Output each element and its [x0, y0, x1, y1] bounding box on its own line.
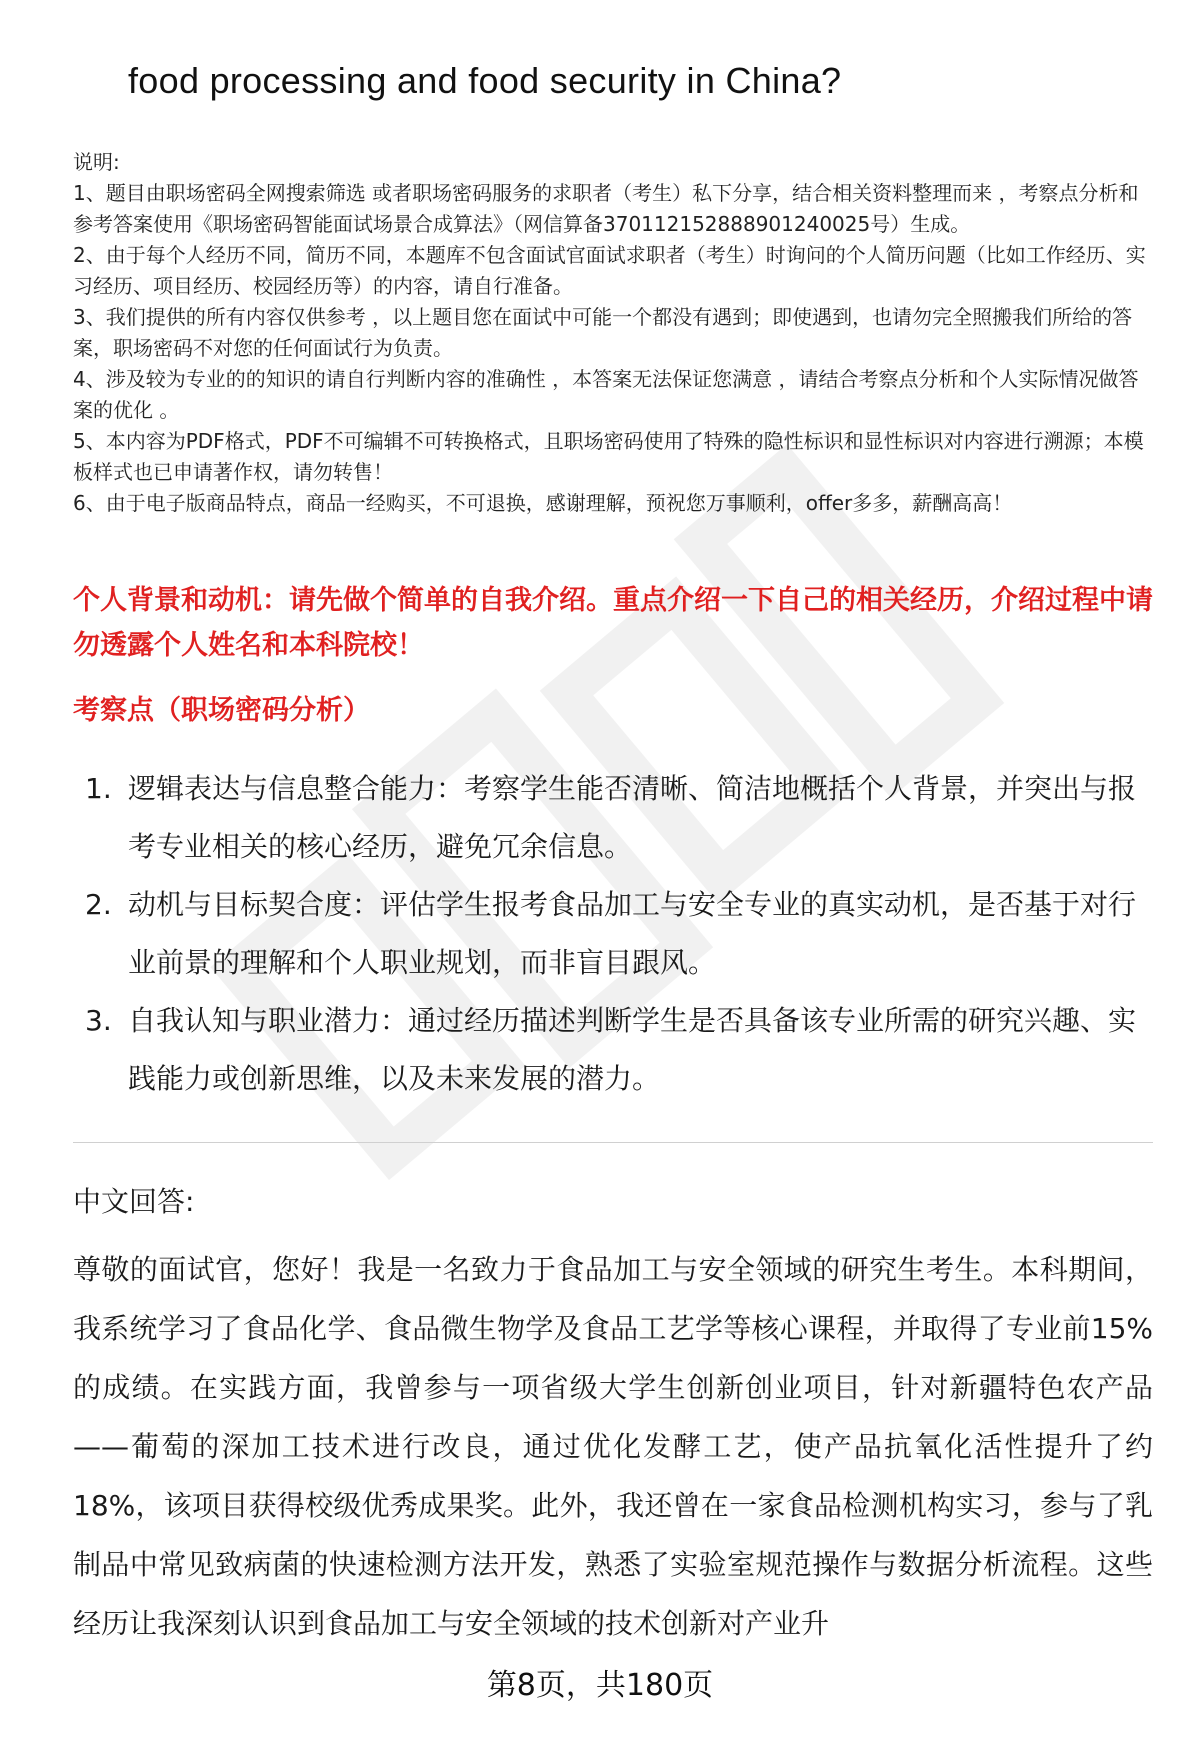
list-item-text: 动机与目标契合度：评估学生报考食品加工与安全专业的真实动机，是否基于对行业前景的理解和个人职业规划，而非盲目跟风。	[128, 888, 1137, 979]
answer-body: 尊敬的面试官，您好！我是一名致力于食品加工与安全领域的研究生考生。本科期间，我系统学习了食品化学、食品微生物学及食品工艺学等核心课程，并取得了专业前15%的成绩。在实践方面，我曾参与一项省级大学生创新创业项目，针对新疆特色农产品——葡萄的深加工技术进行改良，通过优化发酵工艺，使产品抗氧化活性提升了约18%，该项目获得校级优秀成果奖。此外，我还曾在一家食品检测机构实习，参与了乳制品中常见致病菌的快速检测方法开发，熟悉了实验室规范操作与数据分析流程。这些经历让我深刻认识到食品加工与安全领域的技术创新对产业升	[73, 1253, 1153, 1640]
note-item: 3、我们提供的所有内容仅供参考 ，以上题目您在面试中可能一个都没有遇到；即使遇到，也请勿完全照搬我们所给的答案，职场密码不对您的任何面试行为负责。	[73, 305, 1133, 360]
notes-heading: 说明:	[73, 150, 120, 174]
disclaimer-notes	[73, 147, 1153, 519]
interview-question: 个人背景和动机：请先做个简单的自我介绍。重点介绍一下自己的相关经历，介绍过程中请勿透露个人姓名和本科院校！	[73, 585, 1153, 661]
note-item: 2、由于每个人经历不同，简历不同，本题库不包含面试官面试求职者（考生）时询问的个人简历问题（比如工作经历、实习经历、项目经历、校园经历等）的内容，请自行准备。	[73, 243, 1146, 298]
analysis-points-list	[85, 760, 1155, 1108]
list-item-number: 2.	[85, 888, 112, 921]
list-item-number: 3.	[85, 1004, 112, 1037]
list-item	[85, 876, 1155, 992]
note-item: 5、本内容为PDF格式，PDF不可编辑不可转换格式，且职场密码使用了特殊的隐性标识和显性标识对内容进行溯源；本模板样式也已申请著作权，请勿转售！	[73, 429, 1144, 484]
note-item: 4、涉及较为专业的的知识的请自行判断内容的准确性 ，本答案无法保证您满意 ，请结合考察点分析和个人实际情况做答案的优化 。	[73, 367, 1139, 422]
page-number-footer: 第8页，共180页	[486, 1668, 714, 1703]
answer-label: 中文回答:	[73, 1185, 195, 1218]
list-item-number: 1.	[85, 772, 112, 805]
note-item: 6、由于电子版商品特点，商品一经购买，不可退换，感谢理解，预祝您万事顺利，offer多多，薪酬高高！	[73, 491, 1013, 515]
note-item: 1、题目由职场密码全网搜索筛选 或者职场密码服务的求职者（考生）私下分享，结合相关资料整理而来 ，考察点分析和参考答案使用《职场密码智能面试场景合成算法》（网信算备370112152888901240025号）生成。	[73, 181, 1139, 236]
list-item	[85, 992, 1155, 1108]
analysis-heading: 考察点（职场密码分析）	[73, 695, 370, 726]
list-item-text: 逻辑表达与信息整合能力：考察学生能否清晰、简洁地概括个人背景，并突出与报考专业相关的核心经历，避免冗余信息。	[128, 772, 1137, 863]
section-divider	[73, 1142, 1153, 1143]
list-item	[85, 760, 1155, 876]
question-title-fragment: food processing and food security in China?	[128, 60, 842, 101]
list-item-text: 自我认知与职业潜力：通过经历描述判断学生是否具备该专业所需的研究兴趣、实践能力或创新思维，以及未来发展的潜力。	[128, 1004, 1137, 1095]
